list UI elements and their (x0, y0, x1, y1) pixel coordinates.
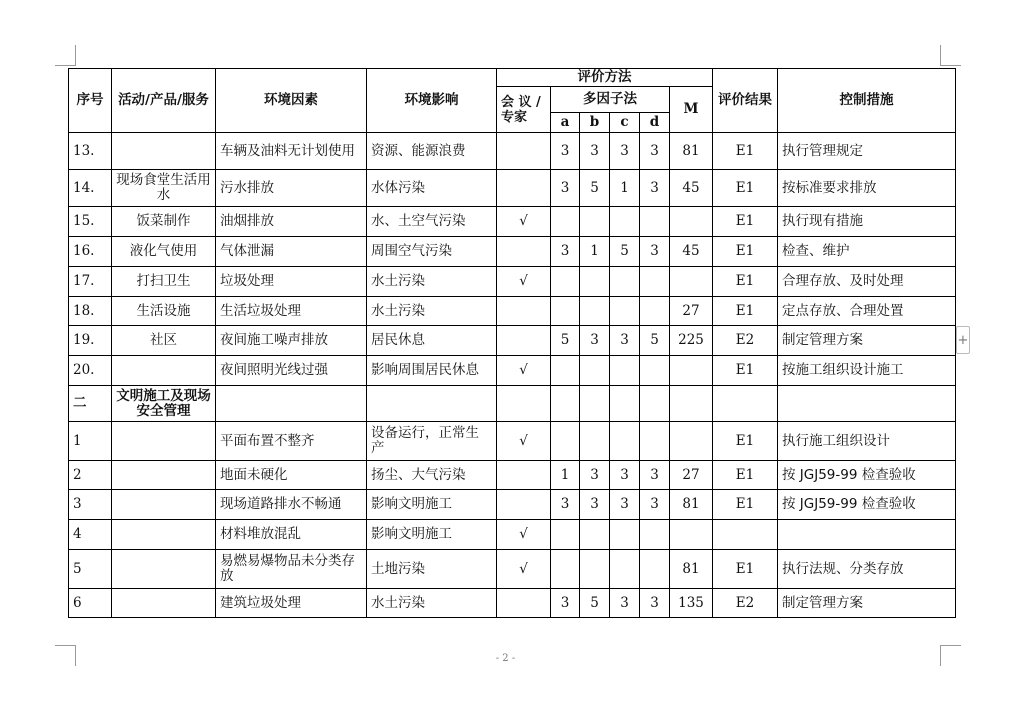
cell-seq: 20. (69, 356, 112, 386)
cell-c (610, 422, 640, 461)
cell-result: E1 (713, 297, 778, 326)
cell-control (778, 520, 956, 550)
cell-a (551, 422, 580, 461)
cell-control (778, 386, 956, 422)
cell-result: E1 (713, 207, 778, 237)
cell-b: 3 (580, 133, 610, 170)
cell-b: 5 (580, 170, 610, 207)
cell-d (640, 550, 670, 589)
cell-a (551, 267, 580, 297)
cell-impact: 居民休息 (367, 326, 497, 356)
cell-impact: 土地污染 (367, 550, 497, 589)
cell-impact: 水土污染 (367, 297, 497, 326)
table-row (69, 520, 956, 550)
table-row (69, 170, 956, 207)
cell-factor (216, 386, 367, 422)
cell-control: 制定管理方案 (778, 326, 956, 356)
cell-seq: 16. (69, 237, 112, 267)
cell-control: 执行现有措施 (778, 207, 956, 237)
cell-factor: 气体泄漏 (216, 237, 367, 267)
cell-factor: 生活垃圾处理 (216, 297, 367, 326)
cell-result (713, 386, 778, 422)
cell-seq: 3 (69, 490, 112, 520)
cell-m: 45 (670, 237, 713, 267)
cell-control: 按 JGJ59-99 检查验收 (778, 490, 956, 520)
cell-activity: 文明施工及现场安全管理 (112, 386, 216, 422)
cell-seq: 15. (69, 207, 112, 237)
cell-m: 27 (670, 297, 713, 326)
table-row (69, 237, 956, 267)
cell-result: E2 (713, 589, 778, 618)
cell-c: 3 (610, 133, 640, 170)
cell-expert-check: √ (497, 520, 551, 550)
cell-c (610, 267, 640, 297)
cell-impact: 水土污染 (367, 589, 497, 618)
table-row (69, 386, 956, 422)
cell-a: 3 (551, 589, 580, 618)
header-control: 控制措施 (778, 69, 956, 133)
cell-activity (112, 461, 216, 490)
cell-d (640, 267, 670, 297)
cell-expert-check: √ (497, 356, 551, 386)
cell-factor: 平面布置不整齐 (216, 422, 367, 461)
cell-a: 3 (551, 490, 580, 520)
cell-activity (112, 589, 216, 618)
cell-control: 执行法规、分类存放 (778, 550, 956, 589)
cell-control: 执行施工组织设计 (778, 422, 956, 461)
header-factor: 环境因素 (216, 69, 367, 133)
cell-m: 81 (670, 490, 713, 520)
environmental-factor-table (68, 68, 956, 618)
cell-control: 按 JGJ59-99 检查验收 (778, 461, 956, 490)
cell-b: 1 (580, 237, 610, 267)
cell-activity (112, 133, 216, 170)
cell-m: 45 (670, 170, 713, 207)
cell-a: 3 (551, 237, 580, 267)
cell-d: 3 (640, 490, 670, 520)
cell-activity: 生活设施 (112, 297, 216, 326)
header-a: a (551, 113, 580, 133)
cell-activity: 液化气使用 (112, 237, 216, 267)
cell-result: E1 (713, 356, 778, 386)
cell-d (640, 520, 670, 550)
cell-factor: 污水排放 (216, 170, 367, 207)
cell-result (713, 520, 778, 550)
cell-seq: 5 (69, 550, 112, 589)
table-row (69, 267, 956, 297)
cell-seq: 2 (69, 461, 112, 490)
cell-activity (112, 422, 216, 461)
crop-mark-top-left (55, 45, 76, 66)
cell-b (580, 356, 610, 386)
cell-expert-check: √ (497, 550, 551, 589)
cell-a: 5 (551, 326, 580, 356)
table-row (69, 326, 956, 356)
cell-a (551, 520, 580, 550)
cell-b (580, 422, 610, 461)
cell-factor: 垃圾处理 (216, 267, 367, 297)
cell-c: 1 (610, 170, 640, 207)
cell-control: 按施工组织设计施工 (778, 356, 956, 386)
table-row (69, 356, 956, 386)
cell-expert-check (497, 170, 551, 207)
cell-factor: 建筑垃圾处理 (216, 589, 367, 618)
cell-result: E1 (713, 237, 778, 267)
cell-a: 3 (551, 170, 580, 207)
cell-m (670, 267, 713, 297)
page-number: - 2 - (495, 653, 516, 664)
cell-d: 3 (640, 133, 670, 170)
cell-expert-check (497, 133, 551, 170)
cell-impact: 水、土空气污染 (367, 207, 497, 237)
cell-activity: 饭菜制作 (112, 207, 216, 237)
cell-b: 5 (580, 589, 610, 618)
cell-seq: 13. (69, 133, 112, 170)
cell-m (670, 207, 713, 237)
cell-d: 3 (640, 589, 670, 618)
cell-activity: 社区 (112, 326, 216, 356)
cell-m: 81 (670, 133, 713, 170)
table-row (69, 461, 956, 490)
cell-b (580, 520, 610, 550)
table-row (69, 297, 956, 326)
cell-d (640, 356, 670, 386)
cell-d (640, 386, 670, 422)
cell-c: 3 (610, 490, 640, 520)
cell-impact: 设备运行，正常生产 (367, 422, 497, 461)
cell-factor: 夜间施工噪声排放 (216, 326, 367, 356)
cell-activity: 现场食堂生活用水 (112, 170, 216, 207)
cell-activity: 打扫卫生 (112, 267, 216, 297)
cell-d: 3 (640, 461, 670, 490)
cell-control: 制定管理方案 (778, 589, 956, 618)
cell-result: E1 (713, 133, 778, 170)
cell-b (580, 207, 610, 237)
cell-c: 3 (610, 589, 640, 618)
cell-d (640, 422, 670, 461)
cell-c: 3 (610, 326, 640, 356)
cell-b: 3 (580, 326, 610, 356)
crop-mark-top-right (940, 45, 961, 66)
cell-expert-check (497, 237, 551, 267)
cell-m (670, 356, 713, 386)
cell-impact: 影响文明施工 (367, 520, 497, 550)
add-row-button[interactable]: + (956, 326, 970, 354)
cell-c (610, 297, 640, 326)
header-d: d (640, 113, 670, 133)
cell-c (610, 207, 640, 237)
cell-m: 225 (670, 326, 713, 356)
table-row (69, 490, 956, 520)
header-result: 评价结果 (713, 69, 778, 133)
cell-b: 3 (580, 461, 610, 490)
table-row (69, 550, 956, 589)
cell-a (551, 356, 580, 386)
cell-expert-check: √ (497, 422, 551, 461)
cell-d (640, 207, 670, 237)
cell-control: 合理存放、及时处理 (778, 267, 956, 297)
cell-expert-check (497, 386, 551, 422)
cell-m (670, 386, 713, 422)
cell-a: 1 (551, 461, 580, 490)
cell-c: 5 (610, 237, 640, 267)
cell-impact: 周围空气污染 (367, 237, 497, 267)
cell-m: 27 (670, 461, 713, 490)
cell-impact: 资源、能源浪费 (367, 133, 497, 170)
cell-control: 执行管理规定 (778, 133, 956, 170)
cell-m: 81 (670, 550, 713, 589)
cell-m (670, 520, 713, 550)
table-row (69, 133, 956, 170)
cell-m (670, 422, 713, 461)
cell-d (640, 297, 670, 326)
cell-d: 3 (640, 170, 670, 207)
cell-impact: 水体污染 (367, 170, 497, 207)
cell-b (580, 550, 610, 589)
cell-activity (112, 520, 216, 550)
header-c: c (610, 113, 640, 133)
cell-expert-check (497, 461, 551, 490)
cell-expert-check: √ (497, 267, 551, 297)
header-activity: 活动/产品/服务 (112, 69, 216, 133)
table-row (69, 589, 956, 618)
cell-a (551, 207, 580, 237)
cell-seq: 17. (69, 267, 112, 297)
cell-d: 5 (640, 326, 670, 356)
cell-expert-check (497, 326, 551, 356)
cell-factor: 夜间照明光线过强 (216, 356, 367, 386)
header-b: b (580, 113, 610, 133)
table-row (69, 422, 956, 461)
cell-expert-check (497, 589, 551, 618)
header-m: M (670, 87, 713, 133)
cell-result: E1 (713, 490, 778, 520)
table-body (69, 133, 956, 618)
cell-b: 3 (580, 490, 610, 520)
cell-result: E1 (713, 170, 778, 207)
cell-impact: 水土污染 (367, 267, 497, 297)
cell-result: E1 (713, 550, 778, 589)
cell-c (610, 520, 640, 550)
cell-m: 135 (670, 589, 713, 618)
cell-seq: 14. (69, 170, 112, 207)
cell-factor: 地面未硬化 (216, 461, 367, 490)
cell-c (610, 550, 640, 589)
cell-activity (112, 490, 216, 520)
cell-factor: 车辆及油料无计划使用 (216, 133, 367, 170)
cell-result: E1 (713, 461, 778, 490)
cell-control: 检查、维护 (778, 237, 956, 267)
cell-b (580, 297, 610, 326)
cell-factor: 油烟排放 (216, 207, 367, 237)
cell-result: E1 (713, 422, 778, 461)
cell-expert-check (497, 297, 551, 326)
cell-result: E2 (713, 326, 778, 356)
cell-a: 3 (551, 133, 580, 170)
cell-expert-check: √ (497, 207, 551, 237)
cell-result: E1 (713, 267, 778, 297)
cell-impact: 扬尘、大气污染 (367, 461, 497, 490)
cell-activity (112, 550, 216, 589)
cell-seq: 6 (69, 589, 112, 618)
header-impact: 环境影响 (367, 69, 497, 133)
cell-seq: 二 (69, 386, 112, 422)
cell-impact (367, 386, 497, 422)
cell-b (580, 267, 610, 297)
cell-d: 3 (640, 237, 670, 267)
cell-a (551, 297, 580, 326)
header-seq: 序号 (69, 69, 112, 133)
cell-c (610, 386, 640, 422)
cell-impact: 影响周围居民休息 (367, 356, 497, 386)
header-multi-factor: 多因子法 (551, 87, 670, 113)
cell-c (610, 356, 640, 386)
cell-control: 按标准要求排放 (778, 170, 956, 207)
cell-factor: 材料堆放混乱 (216, 520, 367, 550)
cell-seq: 19. (69, 326, 112, 356)
cell-a (551, 550, 580, 589)
cell-expert-check (497, 490, 551, 520)
cell-b (580, 386, 610, 422)
cell-control: 定点存放、合理处置 (778, 297, 956, 326)
table-row (69, 207, 956, 237)
cell-a (551, 386, 580, 422)
cell-seq: 18. (69, 297, 112, 326)
cell-factor: 易燃易爆物品未分类存放 (216, 550, 367, 589)
cell-c: 3 (610, 461, 640, 490)
cell-factor: 现场道路排水不畅通 (216, 490, 367, 520)
header-eval-method: 评价方法 (497, 69, 713, 87)
cell-seq: 4 (69, 520, 112, 550)
cell-activity (112, 356, 216, 386)
cell-impact: 影响文明施工 (367, 490, 497, 520)
header-meeting-expert: 会 议 / 专家 (497, 87, 551, 133)
cell-seq: 1 (69, 422, 112, 461)
